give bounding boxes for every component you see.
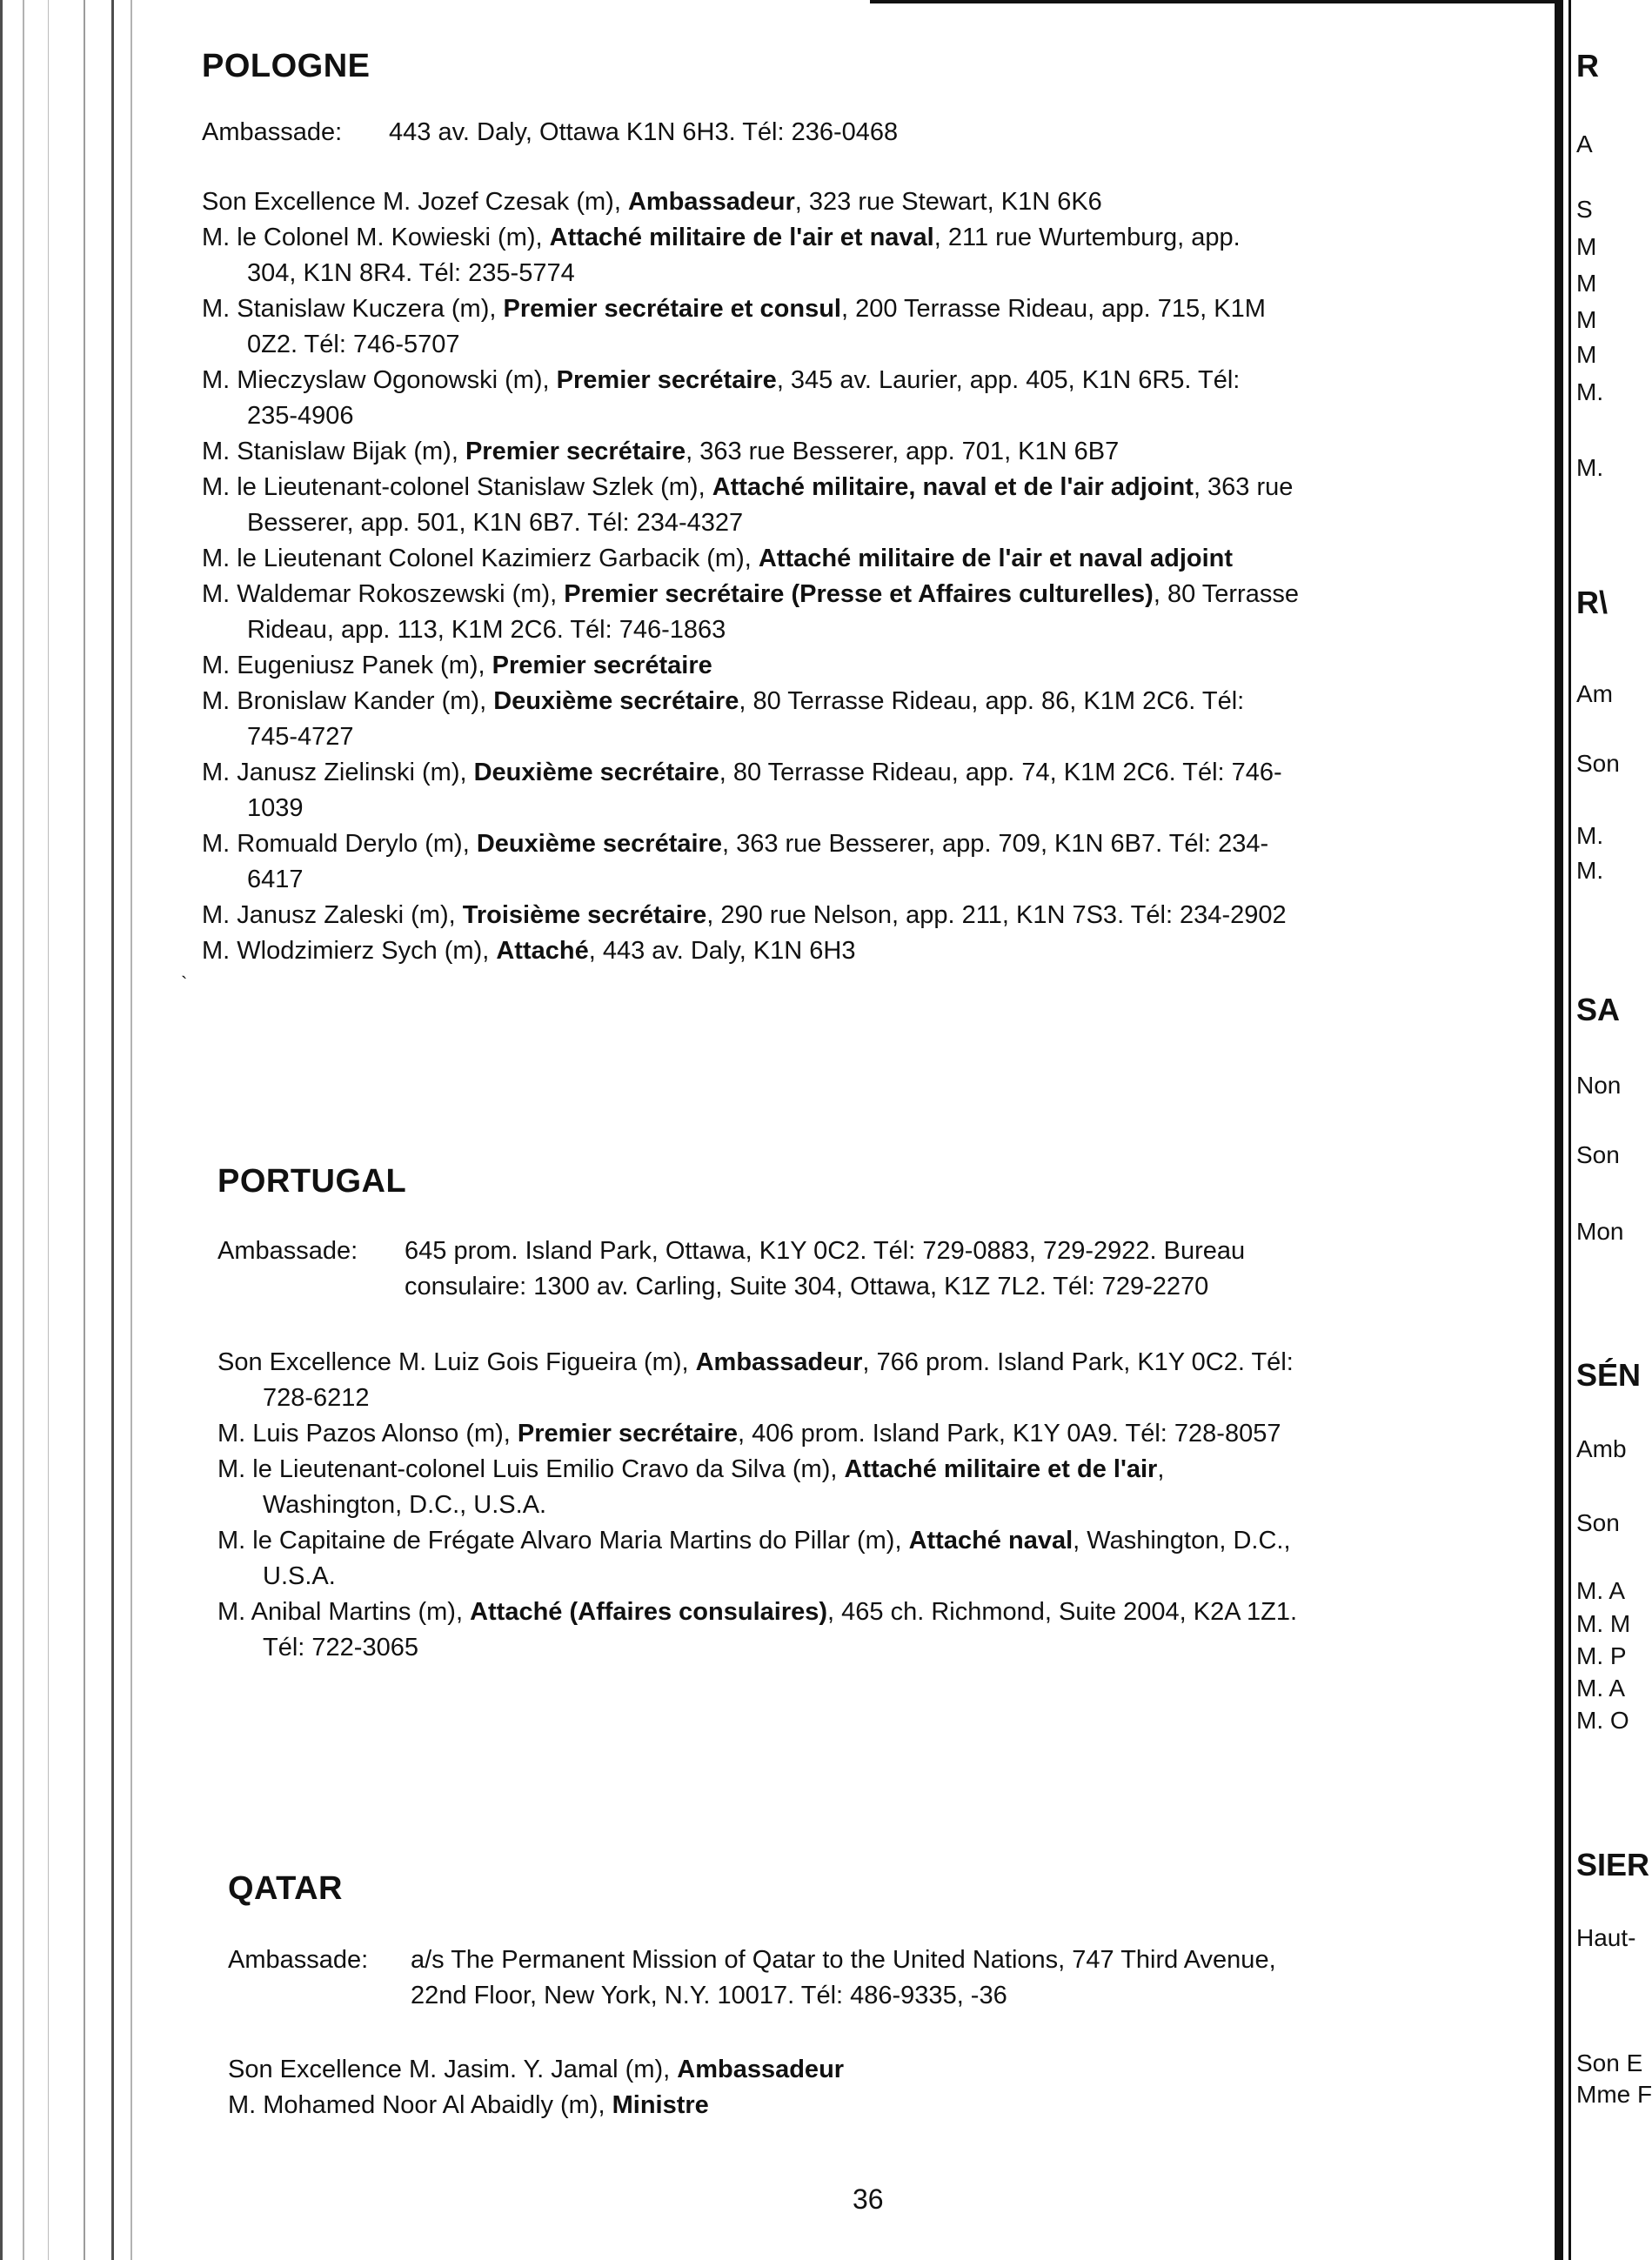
staff-address-cont: U.S.A. (263, 1562, 336, 1590)
scan-edge (48, 0, 49, 2260)
staff-name: M. Janusz Zaleski (m), (202, 901, 463, 929)
fragment-text: M. O (1576, 1707, 1629, 1734)
staff-entry (202, 826, 1299, 898)
staff-entry (228, 2088, 1276, 2123)
staff-role: Premier secrétaire (492, 652, 712, 679)
page-divider (1568, 0, 1571, 2260)
embassy-cont: 22nd Floor, New York, N.Y. 10017. Tél: 486-9335, -36 (411, 1982, 1007, 2009)
country-title: QATAR (228, 1870, 343, 1907)
staff-name: M. Stanislaw Kuczera (m), (202, 295, 504, 323)
staff-entry (202, 684, 1299, 755)
fragment-text: Mon (1576, 1218, 1624, 1245)
staff-entry (228, 2052, 1276, 2088)
section-portugal (217, 1163, 1297, 1666)
staff-address-cont: Rideau, app. 113, K1M 2C6. Tél: 746-1863 (247, 616, 726, 644)
fragment-text: Mme F (1576, 2081, 1652, 2108)
fragment-text: Son (1576, 1141, 1620, 1168)
staff-address: , 443 av. Daly, K1N 6H3 (588, 937, 856, 965)
staff-name: Son Excellence M. Jasim. Y. Jamal (m), (228, 2056, 678, 2083)
scan-edge (130, 0, 132, 2260)
fragment-text: SIER (1576, 1847, 1650, 1882)
staff-entry (217, 1523, 1297, 1595)
fragment-text: Am (1576, 680, 1613, 707)
section-qatar (228, 1870, 1276, 2123)
staff-role: Ambassadeur (627, 188, 795, 216)
staff-name: M. le Lieutenant-colonel Luis Emilio Cravo da Silva (m), (217, 1455, 845, 1483)
staff-role: Deuxième secrétaire (476, 830, 722, 858)
staff-entry (202, 755, 1299, 826)
staff-role: Attaché militaire de l'air et naval (549, 224, 934, 251)
staff-name: M. Mohamed Noor Al Abaidly (m), (228, 2091, 612, 2119)
embassy-cont: consulaire: 1300 av. Carling, Suite 304, Ottawa, K1Z 7L2. Tél: 729-2270 (405, 1273, 1209, 1301)
fragment-text: Son (1576, 750, 1620, 777)
staff-name: M. Wlodzimierz Sych (m), (202, 937, 497, 965)
embassy-line (228, 1942, 1276, 1978)
staff-role: Premier secrétaire (556, 366, 777, 394)
staff-address: , 406 prom. Island Park, K1Y 0A9. Tél: 728-8057 (738, 1420, 1281, 1448)
fragment-text: S (1576, 196, 1593, 223)
staff-role: Attaché militaire, naval et de l'air adjoint (712, 473, 1194, 501)
staff-address-cont: 745-4727 (247, 723, 354, 751)
fragment-text: M. (1576, 857, 1604, 884)
staff-entry (217, 1416, 1297, 1452)
section-pologne (202, 48, 1299, 969)
embassy-label: Ambassade: (228, 1946, 369, 1974)
staff-list (228, 2052, 1276, 2123)
staff-name: M. Mieczyslaw Ogonowski (m), (202, 366, 557, 394)
fragment-text: Amb (1576, 1435, 1627, 1462)
staff-name: M. Janusz Zielinski (m), (202, 759, 474, 786)
embassy-line (217, 1234, 1297, 1269)
fragment-text: M. A (1576, 1577, 1626, 1604)
page-divider (1555, 0, 1563, 2260)
staff-address: , 363 rue Besserer, app. 709, K1N 6B7. Tél: 234- (721, 830, 1269, 858)
staff-role: Attaché militaire de l'air et naval adjoint (758, 545, 1234, 572)
staff-name: M. Stanislaw Bijak (m), (202, 438, 465, 465)
fragment-text: Son (1576, 1509, 1620, 1536)
fragment-text: SA (1576, 992, 1621, 1027)
staff-role: Attaché (496, 937, 589, 965)
staff-entry (202, 648, 1299, 684)
embassy-line (202, 115, 1299, 150)
staff-name: M. Romuald Derylo (m), (202, 830, 477, 858)
staff-address: , 345 av. Laurier, app. 405, K1N 6R5. Tél: (776, 366, 1241, 394)
staff-name: Son Excellence M. Luiz Gois Figueira (m), (217, 1348, 696, 1376)
staff-address: , Washington, D.C., (1073, 1527, 1291, 1555)
staff-address-cont: 728-6212 (263, 1384, 370, 1412)
staff-address-cont: 1039 (247, 794, 304, 822)
staff-name: M. Anibal Martins (m), (217, 1598, 471, 1626)
fragment-text: M (1576, 270, 1597, 297)
staff-role: Attaché naval (908, 1527, 1073, 1555)
fragment-text: M. M (1576, 1610, 1631, 1637)
staff-address: , 766 prom. Island Park, K1Y 0C2. Tél: (862, 1348, 1294, 1376)
staff-entry (202, 933, 1299, 969)
staff-name: M. le Lieutenant Colonel Kazimierz Garbacik (m), (202, 545, 759, 572)
embassy-value: 443 av. Daly, Ottawa K1N 6H3. Tél: 236-0468 (389, 118, 899, 146)
staff-address-cont: 6417 (247, 866, 304, 893)
staff-role: Premier secrétaire et consul (503, 295, 841, 323)
fragment-text: Son E (1576, 2049, 1643, 2076)
fragment-text: M (1576, 306, 1597, 333)
staff-entry (202, 220, 1299, 291)
staff-name: M. le Lieutenant-colonel Stanislaw Szlek (m), (202, 473, 712, 501)
fragment-text: M (1576, 341, 1597, 368)
fragment-text: Non (1576, 1072, 1622, 1099)
staff-entry (202, 291, 1299, 363)
staff-list (217, 1345, 1297, 1666)
staff-entry (217, 1595, 1297, 1666)
scan-edge (84, 0, 85, 2260)
embassy-label: Ambassade: (202, 118, 343, 146)
fragment-text: M. (1576, 822, 1604, 849)
staff-name: Son Excellence M. Jozef Czesak (m), (202, 188, 628, 216)
staff-role: Attaché (Affaires consulaires) (470, 1598, 828, 1626)
staff-address-cont: 235-4906 (247, 402, 354, 430)
staff-role: Ministre (612, 2091, 709, 2119)
fragment-text: M. (1576, 454, 1604, 481)
staff-address: , 363 rue Besserer, app. 701, K1N 6B7 (686, 438, 1120, 465)
staff-address-cont: Washington, D.C., U.S.A. (263, 1491, 547, 1519)
staff-address: , 323 rue Stewart, K1N 6K6 (794, 188, 1102, 216)
staff-entry (217, 1452, 1297, 1523)
staff-entry (202, 577, 1299, 648)
staff-address: , (1157, 1455, 1165, 1483)
staff-name: M. Bronislaw Kander (m), (202, 687, 494, 715)
staff-list (202, 184, 1299, 969)
fragment-text: SÉN (1576, 1357, 1642, 1393)
fragment-text: R\ (1576, 585, 1608, 620)
top-rule (870, 0, 1557, 3)
embassy-value: a/s The Permanent Mission of Qatar to the United Nations, 747 Third Avenue, (411, 1946, 1276, 1974)
staff-entry (202, 363, 1299, 434)
staff-name: M. le Colonel M. Kowieski (m), (202, 224, 550, 251)
staff-address-cont: 0Z2. Tél: 746-5707 (247, 331, 460, 358)
fragment-text: Haut- (1576, 1924, 1636, 1951)
staff-name: M. le Capitaine de Frégate Alvaro Maria Martins do Pillar (m), (217, 1527, 909, 1555)
adjacent-page-fragment (1573, 0, 1652, 2260)
staff-address: , 363 rue (1193, 473, 1294, 501)
staff-address-cont: 304, K1N 8R4. Tél: 235-5774 (247, 259, 575, 287)
staff-role: Premier secrétaire (Presse et Affaires culturelles) (564, 580, 1154, 608)
staff-role: Premier secrétaire (517, 1420, 739, 1448)
fragment-text: R (1576, 48, 1599, 84)
fragment-text: M. (1576, 378, 1604, 405)
fragment-text: A (1576, 130, 1593, 157)
staff-entry (202, 541, 1299, 577)
staff-address-cont: Tél: 722-3065 (263, 1634, 418, 1662)
staff-entry (202, 184, 1299, 220)
staff-address: , 80 Terrasse (1153, 580, 1299, 608)
embassy-label: Ambassade: (217, 1237, 358, 1265)
staff-role: Deuxième secrétaire (473, 759, 719, 786)
staff-entry (202, 434, 1299, 470)
staff-role: Ambassadeur (677, 2056, 845, 2083)
staff-role: Troisième secrétaire (462, 901, 707, 929)
staff-name: M. Waldemar Rokoszewski (m), (202, 580, 565, 608)
staff-address: , 200 Terrasse Rideau, app. 715, K1M (840, 295, 1266, 323)
staff-role: Attaché militaire et de l'air (844, 1455, 1158, 1483)
scan-edge (0, 0, 3, 2260)
staff-entry (202, 470, 1299, 541)
fragment-text: M. A (1576, 1675, 1626, 1702)
embassy-value: 645 prom. Island Park, Ottawa, K1Y 0C2. Tél: 729-0883, 729-2922. Bureau (405, 1237, 1246, 1265)
staff-address: , 80 Terrasse Rideau, app. 74, K1M 2C6. Tél: 746- (719, 759, 1282, 786)
country-title: POLOGNE (202, 48, 371, 84)
margin-mark: ` (181, 973, 188, 994)
staff-address: , 211 rue Wurtemburg, app. (933, 224, 1241, 251)
staff-role: Premier secrétaire (465, 438, 686, 465)
staff-address-cont: Besserer, app. 501, K1N 6B7. Tél: 234-4327 (247, 509, 744, 537)
staff-entry (217, 1345, 1297, 1416)
fragment-text: M (1576, 233, 1597, 260)
scan-edge (23, 0, 24, 2260)
country-title: PORTUGAL (217, 1163, 407, 1200)
fragment-text: M. P (1576, 1642, 1627, 1669)
page-number: 36 (853, 2183, 884, 2215)
scan-edge (111, 0, 114, 2260)
staff-address: , 465 ch. Richmond, Suite 2004, K2A 1Z1. (827, 1598, 1298, 1626)
staff-address: , 80 Terrasse Rideau, app. 86, K1M 2C6. Tél: (739, 687, 1245, 715)
staff-role: Deuxième secrétaire (493, 687, 739, 715)
staff-entry (202, 898, 1299, 933)
staff-name: M. Luis Pazos Alonso (m), (217, 1420, 518, 1448)
staff-role: Ambassadeur (695, 1348, 863, 1376)
staff-address: , 290 rue Nelson, app. 211, K1N 7S3. Tél: 234-2902 (706, 901, 1287, 929)
staff-name: M. Eugeniusz Panek (m), (202, 652, 492, 679)
